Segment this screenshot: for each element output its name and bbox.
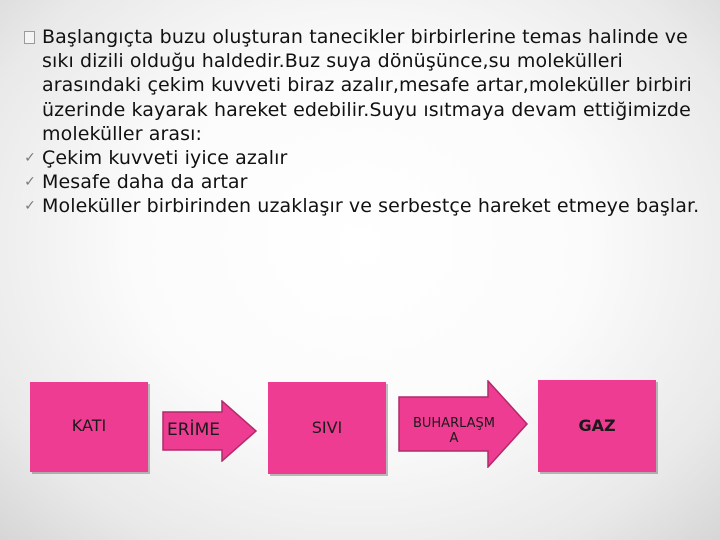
process-label-melting: ERİME [167, 420, 220, 440]
bullet-list [20, 25, 700, 219]
square-bullet-icon [24, 31, 35, 44]
bullet-item-attraction [20, 146, 700, 170]
state-box-liquid [268, 382, 386, 474]
state-label-liquid: SIVI [311, 418, 343, 437]
bullet-text-free-motion: Moleküller birbirinden uzaklaşır ve serbestçe hareket etmeye başlar. [42, 195, 700, 218]
checkmark-icon: ✓ [24, 198, 36, 215]
process-label-evaporation: BUHARLAŞM A [412, 416, 496, 446]
bullet-text-intro: Başlangıçta buzu oluşturan tanecikler birbirlerine temas halinde ve sıkı dizili olduğu haldedir.Buz suya dönüşünce,su molekülleri arasındaki çekim kuvveti biraz azalır,mesafe artar,moleküller birbiri üzerinde kayarak hareket edebilir.Suyu ısıtmaya devam ettiğimizde moleküller arası: [42, 26, 692, 145]
checkmark-icon: ✓ [24, 174, 36, 191]
state-label-gas: GAZ [578, 416, 616, 435]
state-label-solid: KATI [71, 416, 107, 435]
bullet-item-distance [20, 170, 700, 194]
process-arrow-melting [162, 400, 257, 462]
state-box-solid [30, 382, 148, 472]
bullet-item-intro [20, 25, 700, 146]
checkmark-icon: ✓ [24, 150, 36, 167]
bullet-text-attraction: Çekim kuvveti iyice azalır [42, 147, 288, 170]
process-arrow-evaporation [398, 380, 528, 468]
state-box-gas [538, 380, 656, 472]
bullet-item-free-motion [20, 194, 700, 218]
bullet-text-distance: Mesafe daha da artar [42, 171, 248, 194]
